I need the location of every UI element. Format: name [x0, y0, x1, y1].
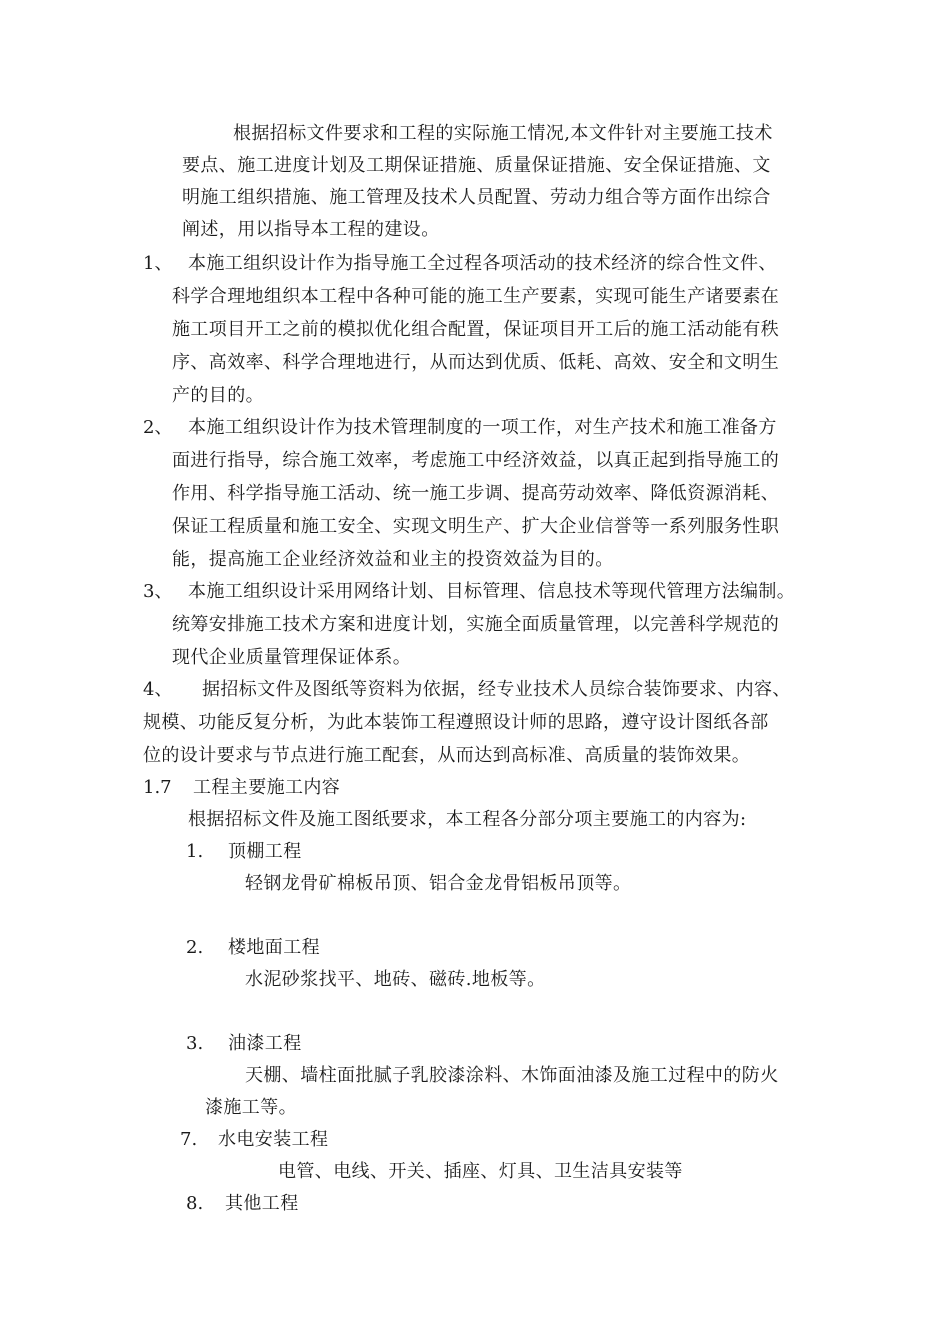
list-item-line: 面进行指导，综合施工效率，考虑施工中经济效益，以真正起到指导施工的 [172, 450, 780, 471]
intro-line: 根据招标文件要求和工程的实际施工情况,本文件针对主要施工技术 [233, 123, 773, 144]
intro-line: 阐述，用以指导本工程的建设。 [182, 219, 440, 240]
intro-line: 明施工组织措施、施工管理及技术人员配置、劳动力组合等方面作出综合 [182, 187, 771, 208]
subitem-line: 电管、电线、开关、插座、灯具、卫生洁具安装等 [278, 1161, 683, 1182]
intro-line: 要点、施工进度计划及工期保证措施、质量保证措施、安全保证措施、文 [182, 155, 771, 176]
list-item-line: 作用、科学指导施工活动、统一施工步调、提高劳动效率、降低资源消耗、 [172, 483, 780, 504]
section-number: 1.7 [143, 777, 172, 798]
subitem-title: 水电安装工程 [218, 1129, 329, 1150]
list-item-line: 本施工组织设计作为指导施工全过程各项活动的技术经济的综合性文件、 [188, 253, 777, 274]
subitem-line: 漆施工等。 [205, 1097, 297, 1118]
subitem-number: 7. [180, 1129, 198, 1150]
subitem-title: 油漆工程 [228, 1033, 302, 1054]
subitem-number: 1. [186, 841, 204, 862]
subitem-line: 水泥砂浆找平、地砖、磁砖.地板等。 [245, 969, 546, 990]
list-item-line: 位的设计要求与节点进行施工配套，从而达到高标准、高质量的装饰效果。 [143, 745, 751, 766]
list-item-line: 据招标文件及图纸等资料为依据，经专业技术人员综合装饰要求、内容、 [202, 679, 791, 700]
subitem-title: 楼地面工程 [228, 937, 320, 958]
subitem-number: 8. [186, 1193, 204, 1214]
list-item-line: 科学合理地组织本工程中各种可能的施工生产要素，实现可能生产诸要素在 [172, 286, 780, 307]
subitem-number: 3. [186, 1033, 204, 1054]
subitem-number: 2. [186, 937, 204, 958]
list-item-line: 统筹安排施工技术方案和进度计划，实施全面质量管理，以完善科学规范的 [172, 614, 780, 635]
list-item-number: 1、 [143, 253, 173, 274]
list-item-line: 施工项目开工之前的模拟优化组合配置，保证项目开工后的施工活动能有秩 [172, 319, 780, 340]
list-item-line: 序、高效率、科学合理地进行，从而达到优质、低耗、高效、安全和文明生 [172, 352, 780, 373]
list-item-line: 本施工组织设计作为技术管理制度的一项工作，对生产技术和施工准备方 [188, 417, 777, 438]
list-item-line: 保证工程质量和施工安全、实现文明生产、扩大企业信誉等一系列服务性职 [172, 516, 780, 537]
subitem-line: 天棚、墙柱面批腻子乳胶漆涂料、木饰面油漆及施工过程中的防火 [245, 1065, 779, 1086]
list-item-line: 本施工组织设计采用网络计划、目标管理、信息技术等现代管理方法编制。 [188, 581, 796, 602]
subitem-line: 轻钢龙骨矿棉板吊顶、铝合金龙骨铝板吊顶等。 [245, 873, 632, 894]
list-item-line: 能，提高施工企业经济效益和业主的投资效益为目的。 [172, 549, 614, 570]
list-item-number: 3、 [143, 581, 173, 602]
section-title: 工程主要施工内容 [193, 777, 341, 798]
list-item-line: 现代企业质量管理保证体系。 [172, 647, 412, 668]
list-item-number: 2、 [143, 417, 173, 438]
subitem-title: 其他工程 [225, 1193, 299, 1214]
list-item-line: 产的目的。 [172, 385, 264, 406]
list-item-number: 4、 [143, 679, 173, 700]
subitem-title: 顶棚工程 [228, 841, 302, 862]
section-intro: 根据招标文件及施工图纸要求，本工程各分部分项主要施工的内容为: [188, 809, 747, 830]
list-item-line: 规模、功能反复分析，为此本装饰工程遵照设计师的思路，遵守设计图纸各部 [143, 712, 769, 733]
